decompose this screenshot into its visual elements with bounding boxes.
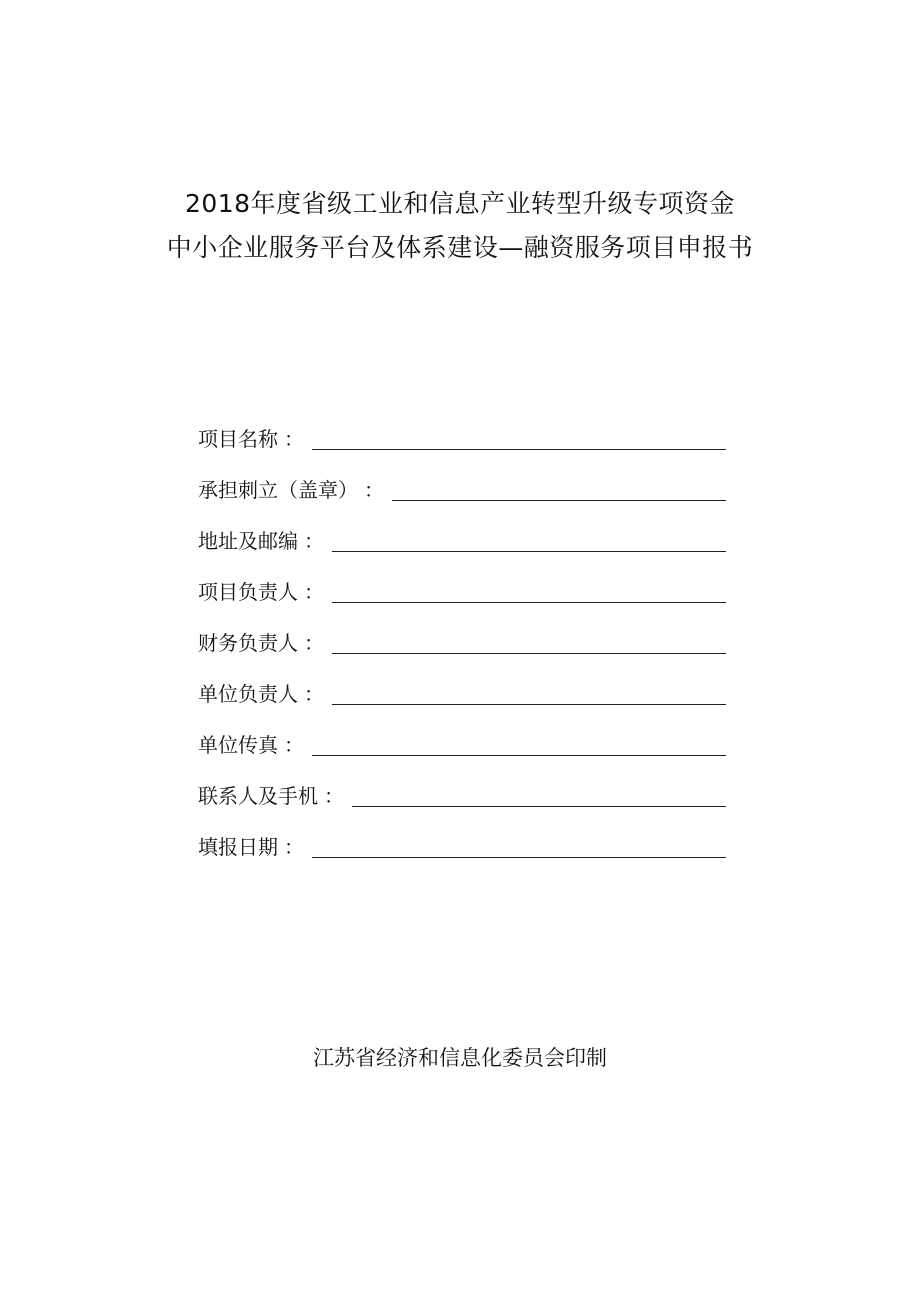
field-colon: ： <box>284 427 304 451</box>
field-unit-fax <box>198 714 726 765</box>
field-colon: ： <box>284 835 304 859</box>
field-label: 财务负责人 <box>198 631 298 655</box>
field-contact-mobile <box>198 765 726 816</box>
field-label: 联系人及手机 <box>198 784 318 808</box>
contact-mobile-blank[interactable] <box>352 774 726 807</box>
project-leader-blank[interactable] <box>332 570 726 603</box>
application-form <box>198 408 726 867</box>
field-colon: ： <box>304 631 324 655</box>
field-label: 填报日期 <box>198 835 278 859</box>
field-colon: ： <box>304 529 324 553</box>
field-label: 单位负责人 <box>198 682 298 706</box>
field-project-leader <box>198 561 726 612</box>
title-line-1: 2018年度省级工业和信息产业转型升级专项资金 <box>184 189 736 218</box>
field-fill-date <box>198 816 726 867</box>
field-undertaking-unit <box>198 459 726 510</box>
undertaking-unit-blank[interactable] <box>392 468 726 501</box>
field-label: 承担刺立（盖章） <box>198 478 358 502</box>
field-colon: ： <box>304 682 324 706</box>
unit-leader-blank[interactable] <box>332 672 726 705</box>
field-unit-leader <box>198 663 726 714</box>
unit-fax-blank[interactable] <box>312 723 726 756</box>
field-address-postcode <box>198 510 726 561</box>
field-colon: ： <box>324 784 344 808</box>
project-name-blank[interactable] <box>312 417 726 450</box>
title-line-2: 中小企业服务平台及体系建设—融资服务项目申报书 <box>166 233 754 262</box>
finance-leader-blank[interactable] <box>332 621 726 654</box>
field-colon: ： <box>304 580 324 604</box>
address-postcode-blank[interactable] <box>332 519 726 552</box>
fill-date-blank[interactable] <box>312 825 726 858</box>
field-label: 地址及邮编 <box>198 529 298 553</box>
field-label: 项目名称 <box>198 427 278 451</box>
field-colon: ： <box>364 478 384 502</box>
field-label: 单位传真 <box>198 733 278 757</box>
field-colon: ： <box>284 733 304 757</box>
field-finance-leader <box>198 612 726 663</box>
field-project-name <box>198 408 726 459</box>
field-label: 项目负责人 <box>198 580 298 604</box>
issuer-footer: 江苏省经济和信息化委员会印制 <box>313 1046 607 1070</box>
document-title <box>0 182 920 270</box>
